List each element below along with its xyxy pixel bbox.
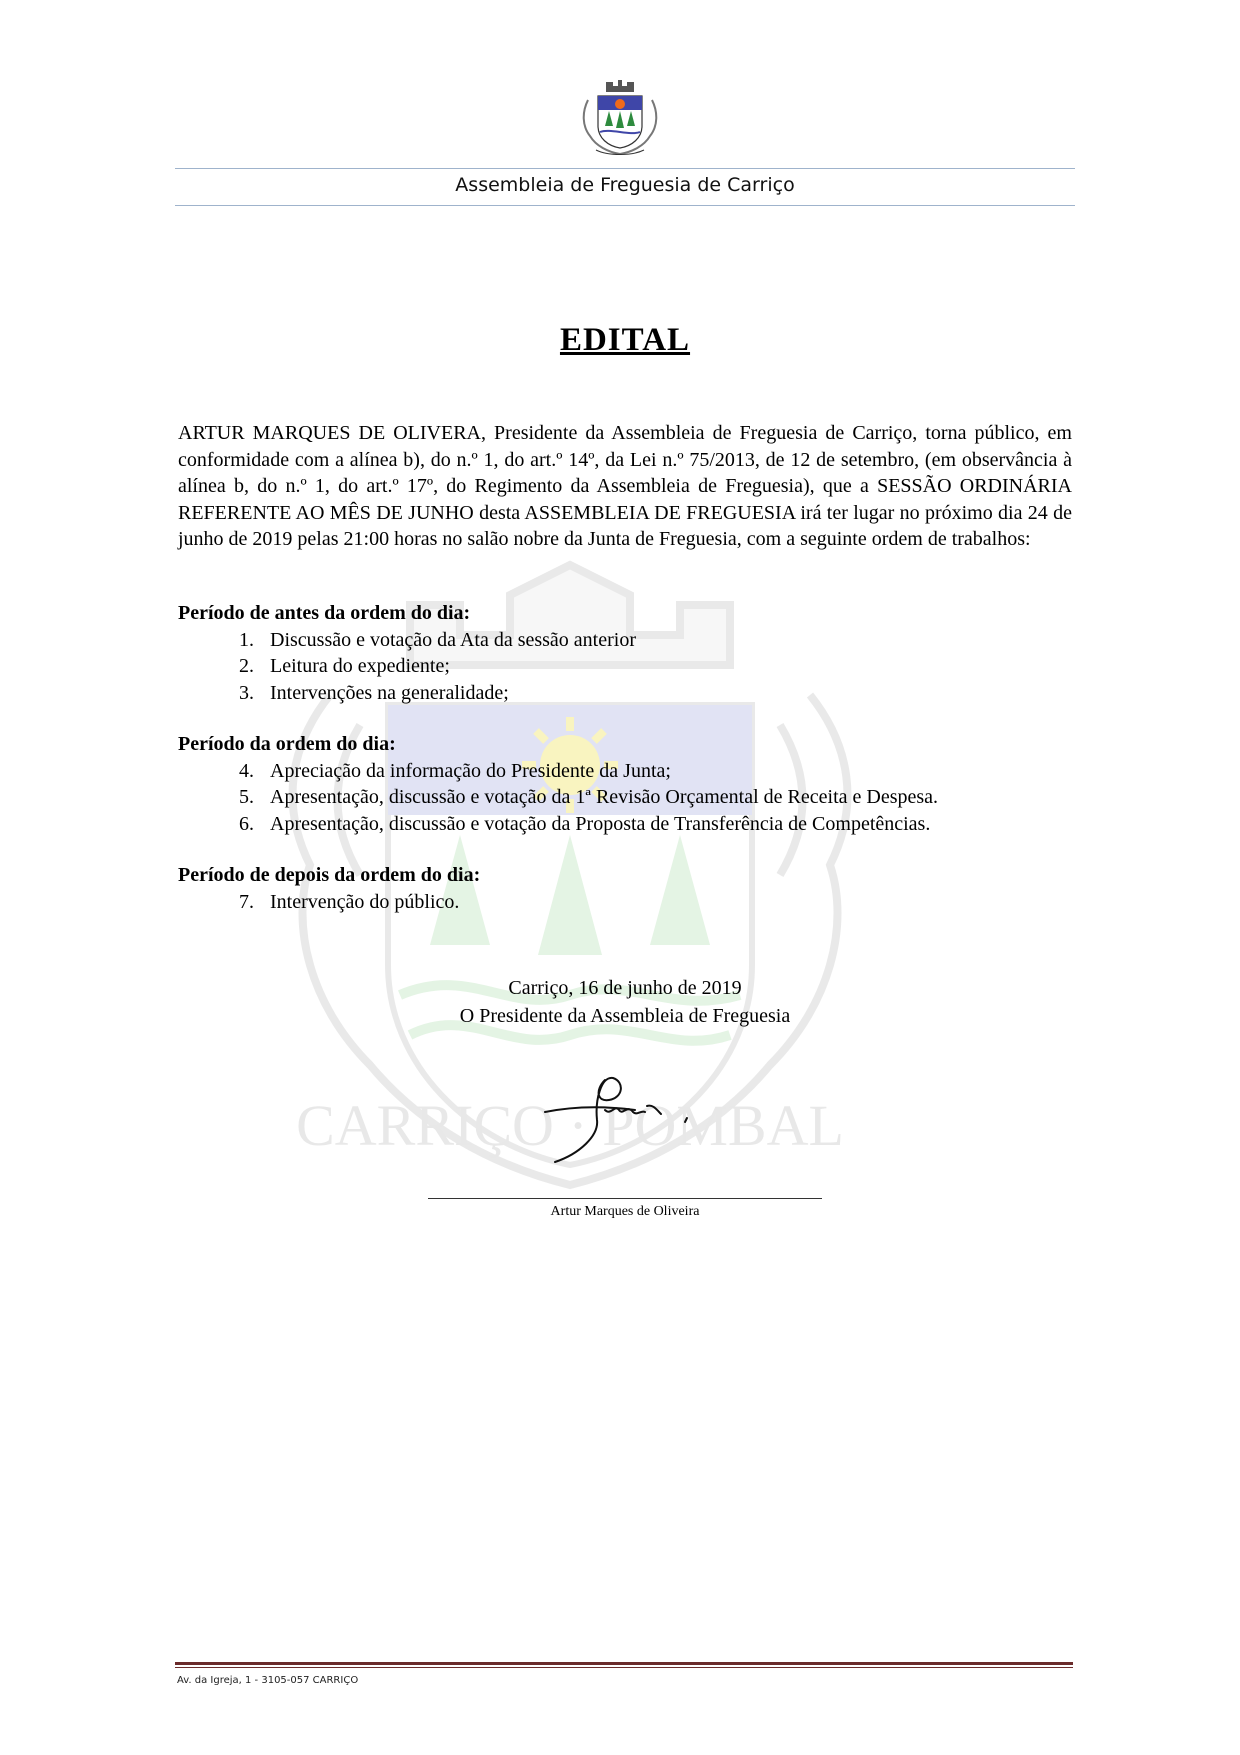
item-number: 7. [239, 890, 254, 913]
agenda-item [178, 784, 1072, 811]
agenda-item [178, 627, 1072, 654]
footer-rule [175, 1662, 1073, 1665]
crest-logo [582, 78, 658, 158]
item-text: Discussão e votação da Ata da sessão anterior [270, 628, 636, 651]
handwritten-signature [535, 1070, 715, 1170]
item-text: Intervenções na generalidade; [270, 681, 509, 704]
header-title: Assembleia de Freguesia de Carriço [455, 174, 795, 196]
item-number: 4. [239, 759, 254, 782]
item-number: 3. [239, 681, 254, 704]
section-agenda [178, 731, 1072, 837]
agenda-item [178, 889, 1072, 916]
section-title: Período de antes da ordem do dia: [178, 602, 471, 624]
item-number: 2. [239, 655, 254, 677]
item-number: 1. [239, 628, 254, 651]
item-text: Leitura do expediente; [270, 655, 450, 677]
agenda-item [178, 680, 1072, 707]
item-text: Intervenção do público. [270, 890, 460, 913]
item-text: Apreciação da informação do Presidente da Junta; [270, 759, 671, 782]
agenda-item [178, 758, 1072, 785]
place-date: Carriço, 16 de junho de 2019 [508, 977, 742, 999]
section-title: Período da ordem do dia: [178, 733, 396, 755]
section-after-agenda [178, 862, 1072, 915]
footer-rule-thin [175, 1667, 1073, 1668]
document-title: EDITAL [559, 322, 691, 358]
header-rule-top [175, 168, 1075, 169]
intro-paragraph: ARTUR MARQUES DE OLIVERA, Presidente da Assembleia de Freguesia de Carriço, torna público, em conformidade com a alínea b), do n.º 1, do art.º 14º, da Lei n.º 75/2013, de 12 de setembro, (em observância à alínea b, do n.º 1, do art.º 17º, do Regimento da Assembleia de Freguesia), que a SESSÃO ORDINÁRIA REFERENTE AO MÊS DE JUNHO desta ASSEMBLEIA DE FREGUESIA irá ter lugar no próximo dia 24 de junho de 2019 pelas 21:00 horas no salão nobre da Junta de Freguesia, com a seguinte ordem de trabalhos: [178, 422, 1072, 550]
footer-address: Av. da Igreja, 1 - 3105-057 CARRIÇO [177, 1675, 359, 1686]
signatory-name: Artur Marques de Oliveira [550, 1204, 700, 1219]
agenda-item [178, 653, 1072, 680]
agenda-item [178, 811, 1072, 838]
section-title: Período de depois da ordem do dia: [178, 864, 481, 886]
svg-text:CARRIÇO · POMBAL: CARRIÇO · POMBAL [296, 1093, 844, 1158]
item-number: 6. [239, 812, 254, 835]
signature-line [428, 1198, 822, 1199]
header-rule-bottom [175, 205, 1075, 206]
signatory-role: O Presidente da Assembleia de Freguesia [459, 1005, 791, 1027]
item-number: 5. [239, 786, 254, 808]
item-text: Apresentação, discussão e votação da Proposta de Transferência de Competências. [270, 812, 931, 835]
section-before-agenda [178, 600, 1072, 706]
item-text: Apresentação, discussão e votação da 1ª Revisão Orçamental de Receita e Despesa. [270, 786, 939, 808]
